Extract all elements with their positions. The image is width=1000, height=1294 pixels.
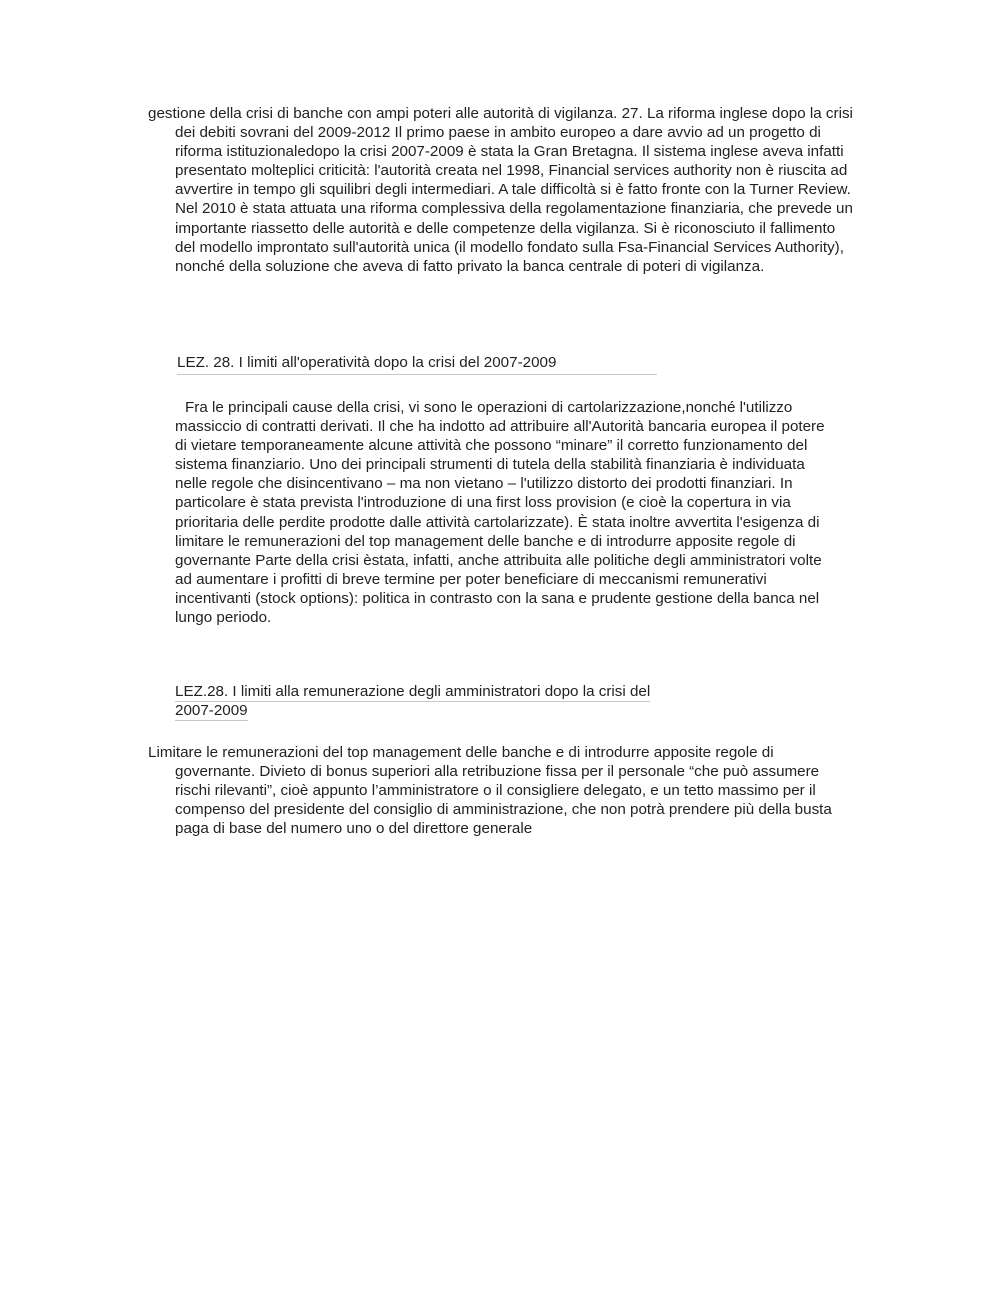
section-heading-remunerazione-line-1: LEZ.28. I limiti alla remunerazione degli amministratori dopo la crisi del: [175, 683, 651, 700]
paragraph-crisis-causes: Fra le principali cause della crisi, vi sono le operazioni di cartolarizzazione,nonché l'utilizzo massiccio di contratti derivati. Il che ha indotto ad attribuire all'Autorità bancaria europea il potere di vietare temporaneamente alcune attività che possono “minare” il corretto funzionamento del sistema finanziario. Uno dei principali strumenti di tutela della stabilità finanziaria è individuata nelle regole che disincentivano – ma non vietano – l'utilizzo distorto dei prodotti finanziari. In particolare è stata prevista l'introduzione di una first loss provision (e cioè la copertura in via prioritaria delle perdite prodotte dalle attività cartolarizzate). È stata inoltre avvertita l'esigenza di limitare le remunerazioni del top management delle banche e di introdurre apposite regole di governante Parte della crisi èstata, infatti, anche attribuita alle politiche degli amministratori volte ad aumentare i profitti di breve termine per poter beneficiare di meccanismi remunerativi incentivanti (stock options): politica in contrasto con la sana e prudente gestione della banca nel lungo periodo.: [175, 399, 825, 627]
section-heading-remunerazione: [175, 682, 775, 720]
section-heading-remunerazione-line-2: 2007-2009: [175, 702, 248, 720]
paragraph-uk-reform: gestione della crisi di banche con ampi poteri alle autorità di vigilanza. 27. La riforma inglese dopo la crisi dei debiti sovrani del 2009-2012 Il primo paese in ambito europeo a dare avvio ad un progetto di riforma istituzionaledopo la crisi 2007-2009 è stata la Gran Bretagna. Il sistema inglese aveva infatti presentato molteplici criticità: l'autorità creata nel 1998, Financial services authority non è riuscita ad avvertire in tempo gli squilibri degli intermediari. A tale difficoltà si è fatto fronte con la Turner Review. Nel 2010 è stata attuata una riforma complessiva della regolamentazione finanziaria, che prevede un importante riassetto delle autorità e delle competenze della vigilanza. Si è riconosciuto il fallimento del modello improntato sull'autorità unica (il modello fondato sulla Fsa-Financial Services Authority), nonché della soluzione che aveva di fatto privato la banca centrale di poteri di vigilanza.: [148, 105, 853, 275]
section-heading-operativita: LEZ. 28. I limiti all'operatività dopo la crisi del 2007-2009: [177, 353, 657, 375]
paragraph-remuneration-limits: Limitare le remunerazioni del top management delle banche e di introdurre apposite regole di governante. Divieto di bonus superiori alla retribuzione fissa per il personale “che può assumere rischi rilevanti”, cioè appunto l’amministratore o il consigliere delegato, e un tetto massimo per il compenso del presidente del consiglio di amministrazione, che non potrà prendere più della busta paga di base del numero uno o del direttore generale: [148, 744, 832, 838]
